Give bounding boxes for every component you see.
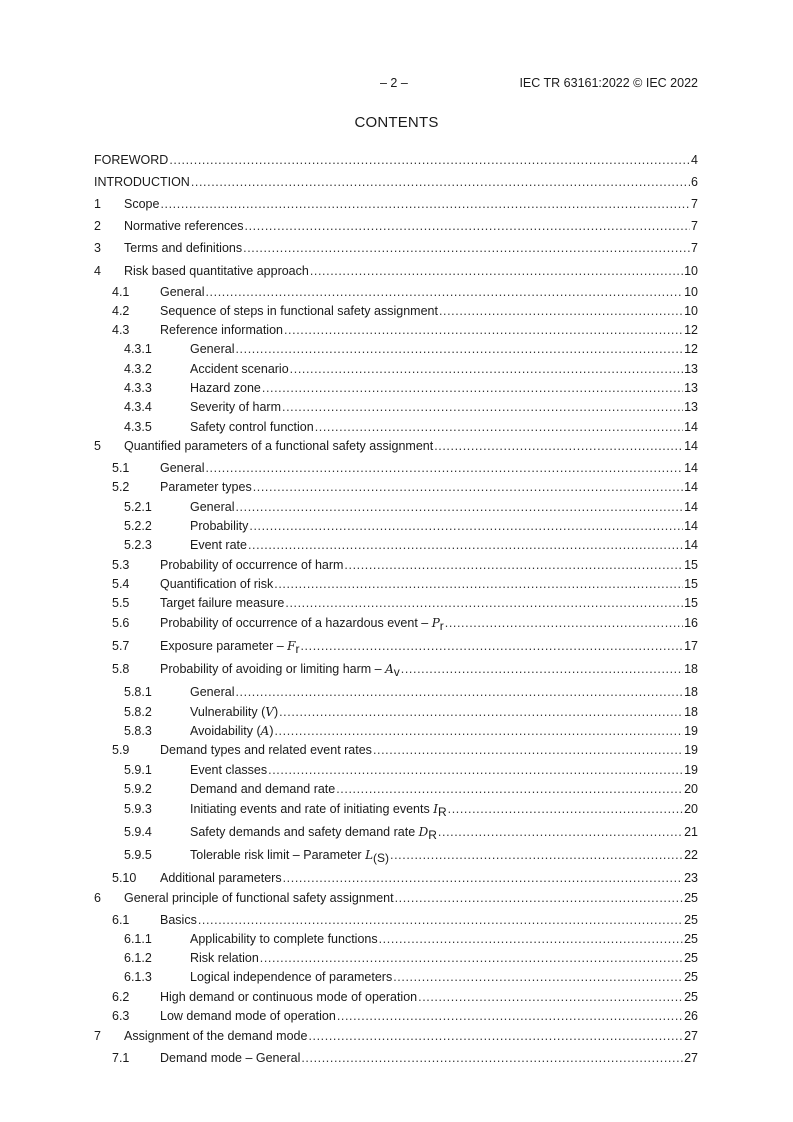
toc-entry[interactable] [94,950,698,966]
dot-leader [373,742,683,758]
toc-entry[interactable] [94,380,698,396]
toc-entry-number: 5.8.1 [124,685,152,699]
toc-entry[interactable] [94,537,698,553]
toc-entry-number: 2 [94,219,101,233]
toc-entry-title: General [160,285,205,299]
dot-leader [418,989,683,1005]
dot-leader [279,704,683,720]
toc-entry[interactable] [94,263,698,279]
toc-entry-page: 7 [691,219,698,233]
toc-entry[interactable] [94,419,698,435]
toc-entry-title: Logical independence of parameters [190,970,393,984]
dot-leader [274,723,683,739]
dot-leader [448,801,683,817]
toc-entry-title: Additional parameters [160,871,282,885]
toc-entry-title: Tolerable risk limit – Parameter L(S) [190,848,390,865]
toc-entry-page: 14 [684,500,698,514]
toc-entry-page: 15 [684,596,698,610]
toc-entry-title: INTRODUCTION [94,175,190,189]
toc-entry-title: Terms and definitions [124,241,243,255]
math-symbol: D [418,825,429,839]
dot-leader [235,499,683,515]
dot-leader [169,152,690,168]
dot-leader [310,263,683,279]
toc-entry-page: 15 [684,577,698,591]
toc-entry-title: General [190,342,235,356]
toc-entry-page: 14 [684,538,698,552]
page-number: – 2 – [380,76,408,90]
dot-leader [274,576,683,592]
toc-entry-page: 25 [684,990,698,1004]
toc-entry-page: 21 [684,825,698,839]
toc-entry-number: 5.5 [112,596,130,610]
toc-entry-title: Quantification of risk [160,577,274,591]
toc-entry[interactable] [94,218,698,234]
toc-entry-number: 5.8.3 [124,724,152,738]
toc-entry-number: 5 [94,439,101,453]
dot-leader [379,931,683,947]
math-subscript: r [439,619,444,633]
toc-entry[interactable] [94,1008,698,1024]
dot-leader [205,460,683,476]
toc-entry-number: 4.3.3 [124,381,152,395]
toc-entry-number: 5.10 [112,871,137,885]
toc-entry-page: 22 [684,848,698,862]
toc-entry-number: 5.9.3 [124,802,152,816]
toc-entry-page: 16 [684,616,698,630]
toc-entry-page: 14 [684,461,698,475]
toc-entry-page: 4 [691,153,698,167]
toc-entry-number: 5.9.5 [124,848,152,862]
toc-entry-title: Probability of occurrence of a hazardous event – Pr [160,616,444,633]
toc-entry-page: 25 [684,891,698,905]
toc-entry-number: 3 [94,241,101,255]
toc-entry[interactable] [94,615,698,631]
toc-entry[interactable] [94,931,698,947]
toc-entry[interactable] [94,499,698,515]
dot-leader [445,615,683,631]
toc-entry-page: 10 [684,285,698,299]
toc-entry-number: 5.9 [112,743,130,757]
toc-entry-number: 4 [94,264,101,278]
toc-entry-number: 4.3.2 [124,362,152,376]
toc-entry-page: 14 [684,480,698,494]
toc-entry-title: Probability [190,519,249,533]
toc-entry[interactable] [94,890,698,906]
toc-entry[interactable] [94,557,698,573]
dot-leader [390,847,683,863]
page-title: CONTENTS [354,114,439,131]
toc-entry-title: Safety demands and safety demand rate DR [190,825,437,842]
toc-entry-title: Hazard zone [190,381,261,395]
dot-leader [434,438,683,454]
toc-entry-page: 10 [684,304,698,318]
toc-entry-page: 13 [684,362,698,376]
toc-entry-page: 10 [684,264,698,278]
toc-entry-page: 27 [684,1051,698,1065]
toc-entry[interactable] [94,438,698,454]
toc-entry-number: 5.2.2 [124,519,152,533]
toc-entry-page: 18 [684,662,698,676]
toc-entry-page: 14 [684,420,698,434]
toc-entry-page: 14 [684,519,698,533]
dot-leader [253,479,683,495]
toc-entry[interactable] [94,303,698,319]
dot-leader [198,912,683,928]
toc-entry[interactable] [94,762,698,778]
toc-entry[interactable] [94,989,698,1005]
dot-leader [268,762,683,778]
toc-entry[interactable] [94,1028,698,1044]
dot-leader [285,595,683,611]
toc-entry-page: 19 [684,724,698,738]
math-symbol: V [265,705,274,719]
toc-entry-title: Severity of harm [190,400,282,414]
toc-entry[interactable] [94,638,698,654]
toc-entry[interactable] [94,240,698,256]
toc-entry-page: 23 [684,871,698,885]
toc-entry-title: High demand or continuous mode of operation [160,990,418,1004]
toc-entry-page: 19 [684,763,698,777]
math-subscript: v [393,665,400,679]
toc-entry-number: 5.2.1 [124,500,152,514]
dot-leader [235,341,683,357]
toc-entry-page: 17 [684,639,698,653]
toc-entry-number: 4.2 [112,304,130,318]
toc-entry-page: 12 [684,323,698,337]
dot-leader [438,824,683,840]
toc-entry-page: 7 [691,197,698,211]
dot-leader [249,518,683,534]
toc-entry-number: 4.3.5 [124,420,152,434]
toc-entry-number: 4.1 [112,285,130,299]
toc-entry-title: Normative references [124,219,244,233]
toc-entry-title: Parameter types [160,480,252,494]
dot-leader [439,303,683,319]
math-symbol: I [433,802,438,816]
toc-entry-number: 5.6 [112,616,130,630]
toc-entry-number: 6.1 [112,913,130,927]
toc-entry-page: 14 [684,439,698,453]
dot-leader [401,661,683,677]
toc-entry-title: Accident scenario [190,362,289,376]
math-symbol: P [431,616,440,630]
toc-entry[interactable] [94,969,698,985]
toc-entry-title: Probability of occurrence of harm [160,558,344,572]
toc-entry-title: Demand types and related event rates [160,743,372,757]
dot-leader [337,1008,683,1024]
dot-leader [336,781,683,797]
dot-leader [283,870,683,886]
toc-entry-number: 5.8 [112,662,130,676]
toc-entry-page: 18 [684,705,698,719]
toc-entry-title: General [190,685,235,699]
toc-entry-number: 6.3 [112,1009,130,1023]
toc-entry[interactable] [94,1050,698,1066]
toc-entry-number: 5.9.2 [124,782,152,796]
toc-entry-number: 5.8.2 [124,705,152,719]
toc-entry-page: 20 [684,802,698,816]
toc-entry-number: 7 [94,1029,101,1043]
toc-entry-number: 4.3 [112,323,130,337]
toc-entry[interactable] [94,742,698,758]
math-symbol: A [385,662,394,676]
toc-entry-title: Safety control function [190,420,314,434]
toc-entry-number: 6.1.3 [124,970,152,984]
math-subscript: R [428,828,437,842]
toc-entry[interactable] [94,479,698,495]
toc-entry[interactable] [94,152,698,168]
math-symbol: F [287,639,296,653]
dot-leader [301,1050,683,1066]
standard-reference: IEC TR 63161:2022 © IEC 2022 [519,76,698,90]
dot-leader [262,380,683,396]
math-subscript: r [295,642,300,656]
dot-leader [243,240,690,256]
toc-entry-page: 6 [691,175,698,189]
toc-entry-number: 5.2 [112,480,130,494]
toc-entry-number: 5.7 [112,639,130,653]
toc-entry[interactable] [94,341,698,357]
toc-entry-page: 7 [691,241,698,255]
toc-entry-page: 18 [684,685,698,699]
toc-entry-title: Low demand mode of operation [160,1009,336,1023]
toc-entry-title: Sequence of steps in functional safety assignment [160,304,438,318]
dot-leader [393,969,683,985]
dot-leader [282,399,683,415]
toc-entry-page: 26 [684,1009,698,1023]
toc-entry-title: Scope [124,197,160,211]
dot-leader [290,361,683,377]
toc-entry-number: 6.1.1 [124,932,152,946]
toc-entry[interactable] [94,576,698,592]
toc-entry-page: 25 [684,970,698,984]
toc-entry-number: 4.3.1 [124,342,152,356]
toc-entry[interactable] [94,174,698,190]
toc-entry-title: Risk based quantitative approach [124,264,309,278]
toc-entry-number: 5.3 [112,558,130,572]
toc-entry[interactable] [94,196,698,212]
dot-leader [235,684,683,700]
toc-entry-title: Avoidability (A) [190,724,274,738]
toc-entry-number: 5.4 [112,577,130,591]
toc-entry-number: 5.1 [112,461,130,475]
toc-entry[interactable] [94,595,698,611]
toc-entry[interactable] [94,870,698,886]
dot-leader [260,950,683,966]
dot-leader [191,174,690,190]
toc-entry-title: Risk relation [190,951,259,965]
dot-leader [248,537,683,553]
toc-entry[interactable] [94,399,698,415]
toc-entry-title: General [160,461,205,475]
toc-entry-number: 6.1.2 [124,951,152,965]
toc-entry-title: Probability of avoiding or limiting harm – Av [160,662,400,679]
math-subscript: (S) [373,851,390,865]
dot-leader [300,638,683,654]
toc-entry-number: 1 [94,197,101,211]
dot-leader [205,284,683,300]
toc-entry[interactable] [94,661,698,677]
toc-entry-title: FOREWORD [94,153,169,167]
running-header [94,76,698,92]
toc-entry-title: Demand mode – General [160,1051,301,1065]
toc-entry-page: 13 [684,400,698,414]
dot-leader [245,218,691,234]
toc-entry[interactable] [94,801,698,817]
toc-entry-page: 15 [684,558,698,572]
dot-leader [284,322,683,338]
toc-entry-number: 6 [94,891,101,905]
toc-entry-title: General [190,500,235,514]
math-symbol: A [260,724,270,738]
dot-leader [315,419,683,435]
dot-leader [160,196,690,212]
toc-entry-page: 13 [684,381,698,395]
toc-entry[interactable] [94,322,698,338]
toc-entry-title: Target failure measure [160,596,285,610]
toc-entry-title: Assignment of the demand mode [124,1029,308,1043]
toc-entry[interactable] [94,704,698,720]
toc-entry[interactable] [94,518,698,534]
math-subscript: R [437,805,447,819]
toc-entry[interactable] [94,781,698,797]
toc-entry-number: 5.9.4 [124,825,152,839]
toc-entry-title: Initiating events and rate of initiating events IR [190,802,447,819]
toc-entry-number: 5.9.1 [124,763,152,777]
toc-entry[interactable] [94,284,698,300]
toc-entry-number: 5.2.3 [124,538,152,552]
toc-entry[interactable] [94,824,698,840]
toc-entry-title: General principle of functional safety assignment [124,891,394,905]
toc-entry-title: Applicability to complete functions [190,932,378,946]
dot-leader [395,890,684,906]
toc-entry-page: 25 [684,913,698,927]
toc-entry-title: Basics [160,913,197,927]
toc-entry-page: 25 [684,932,698,946]
toc-entry-title: Exposure parameter – Fr [160,639,300,656]
toc-entry[interactable] [94,361,698,377]
toc-entry-title: Vulnerability (V) [190,705,279,719]
toc-entry[interactable] [94,912,698,928]
math-symbol: L [365,848,374,862]
toc-entry-number: 6.2 [112,990,130,1004]
toc-entry-number: 4.3.4 [124,400,152,414]
toc-entry-title: Demand and demand rate [190,782,336,796]
toc-entry-number: 7.1 [112,1051,130,1065]
toc-entry-page: 25 [684,951,698,965]
toc-entry-title: Reference information [160,323,283,337]
dot-leader [344,557,683,573]
toc-entry[interactable] [94,684,698,700]
toc-entry-title: Event rate [190,538,247,552]
toc-entry-page: 19 [684,743,698,757]
toc-entry-page: 12 [684,342,698,356]
dot-leader [308,1028,683,1044]
toc-entry-page: 20 [684,782,698,796]
toc-entry-title: Quantified parameters of a functional safety assignment [124,439,434,453]
toc-entry-page: 27 [684,1029,698,1043]
toc-entry[interactable] [94,723,698,739]
toc-entry[interactable] [94,460,698,476]
toc-entry[interactable] [94,847,698,863]
toc-entry-title: Event classes [190,763,268,777]
